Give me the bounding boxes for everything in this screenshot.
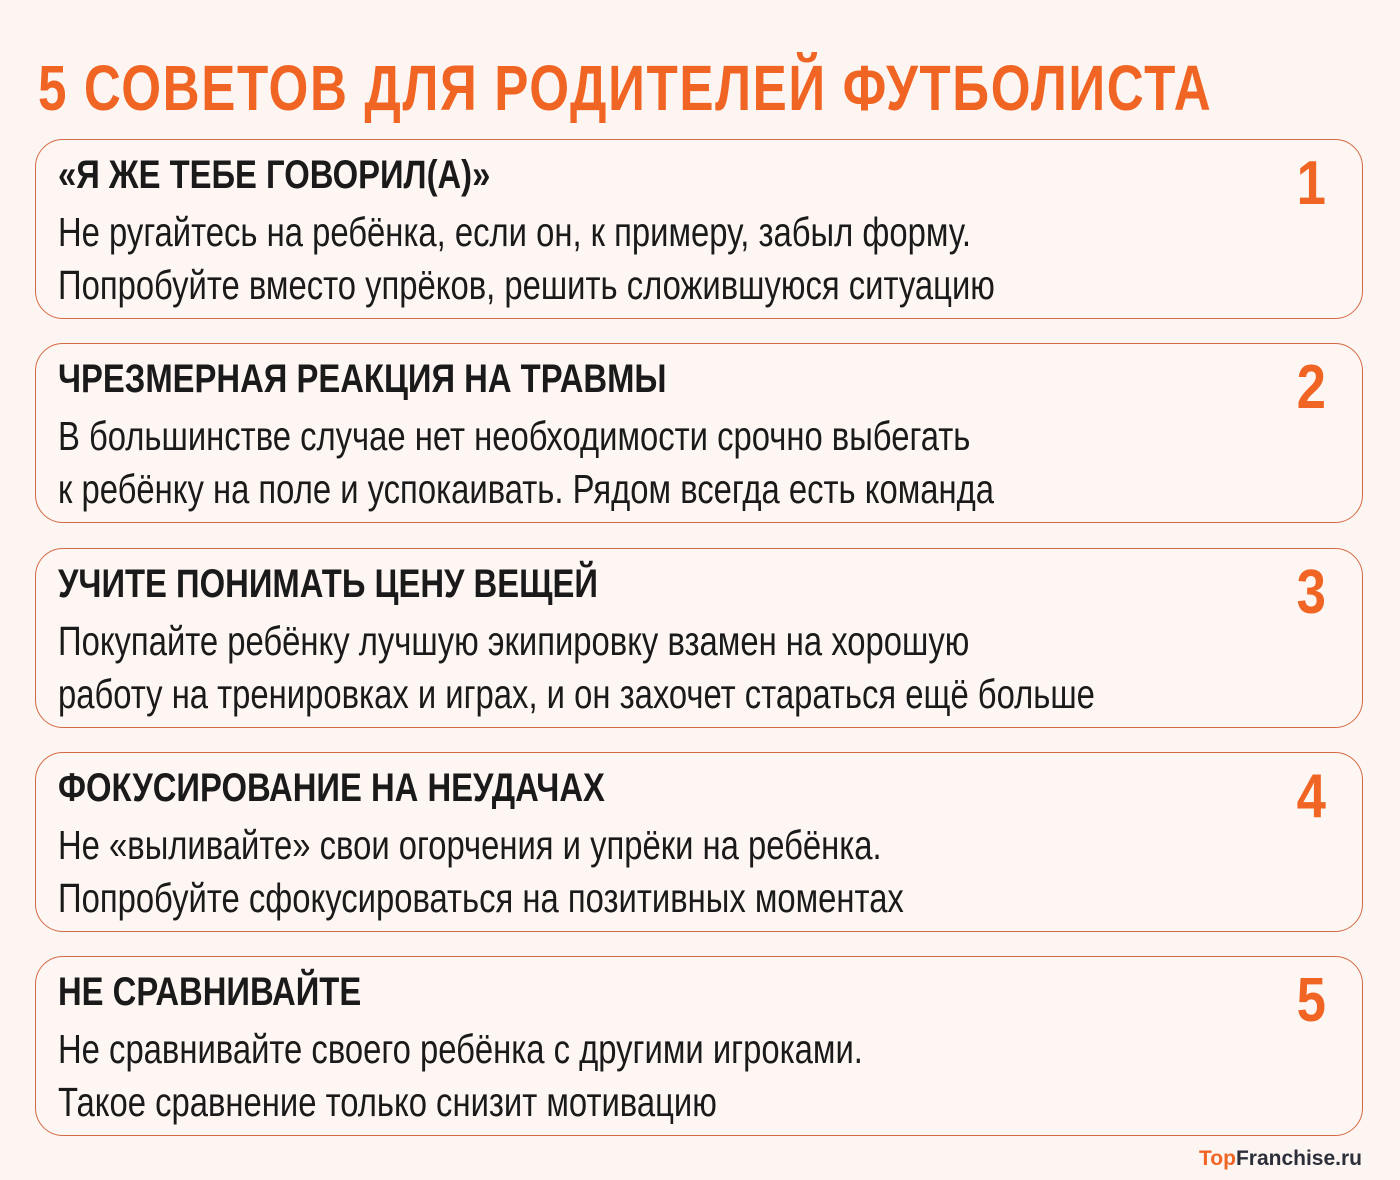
tip-body-line: Покупайте ребёнку лучшую экипировку взамен на хорошую [58, 618, 970, 664]
tip-body-line: Такое сравнение только снизит мотивацию [58, 1079, 717, 1125]
tip-body [58, 819, 904, 925]
tip-number: 1 [1296, 149, 1326, 218]
tip-number: 5 [1296, 966, 1326, 1035]
tip-number: 3 [1296, 558, 1326, 627]
tip-heading: УЧИТЕ ПОНИМАТЬ ЦЕНУ ВЕЩЕЙ [58, 562, 598, 606]
tip-body-line: к ребёнку на поле и успокаивать. Рядом всегда есть команда [58, 466, 995, 512]
tip-card-4 [35, 752, 1363, 932]
tip-number: 4 [1296, 762, 1326, 831]
tip-number: 2 [1296, 353, 1326, 422]
tip-body-line: Не ругайтесь на ребёнка, если он, к примеру, забыл форму. [58, 209, 971, 255]
tip-heading: НЕ СРАВНИВАЙТЕ [58, 970, 362, 1014]
tip-body-line: Не сравнивайте своего ребёнка с другими игроками. [58, 1026, 863, 1072]
tip-card-5 [35, 956, 1363, 1136]
tip-heading: ЧРЕЗМЕРНАЯ РЕАКЦИЯ НА ТРАВМЫ [58, 357, 667, 401]
tip-body-line: Попробуйте сфокусироваться на позитивных моментах [58, 875, 904, 921]
tip-body-line: Не «выливайте» свои огорчения и упрёки на ребёнка. [58, 822, 882, 868]
tip-heading: ФОКУСИРОВАНИЕ НА НЕУДАЧАХ [58, 766, 605, 810]
watermark-logo [1199, 1147, 1362, 1171]
tip-body-line: Попробуйте вместо упрёков, решить сложившуюся ситуацию [58, 262, 995, 308]
tip-card-2 [35, 343, 1363, 523]
page-title: 5 СОВЕТОВ ДЛЯ РОДИТЕЛЕЙ ФУТБОЛИСТА [38, 52, 1213, 124]
tip-body-line: В большинстве случае нет необходимости срочно выбегать [58, 413, 971, 459]
tip-body [58, 1023, 863, 1129]
watermark-franchise: Franchise.ru [1235, 1147, 1362, 1170]
tip-body [58, 410, 994, 516]
tip-card-1 [35, 139, 1363, 319]
tip-body [58, 206, 995, 312]
watermark-top: Top [1199, 1147, 1236, 1170]
tip-body-line: работу на тренировках и играх, и он захочет стараться ещё больше [58, 671, 1095, 717]
tip-heading: «Я ЖЕ ТЕБЕ ГОВОРИЛ(А)» [58, 153, 491, 197]
tip-card-3 [35, 548, 1363, 728]
tip-body [58, 615, 1095, 721]
